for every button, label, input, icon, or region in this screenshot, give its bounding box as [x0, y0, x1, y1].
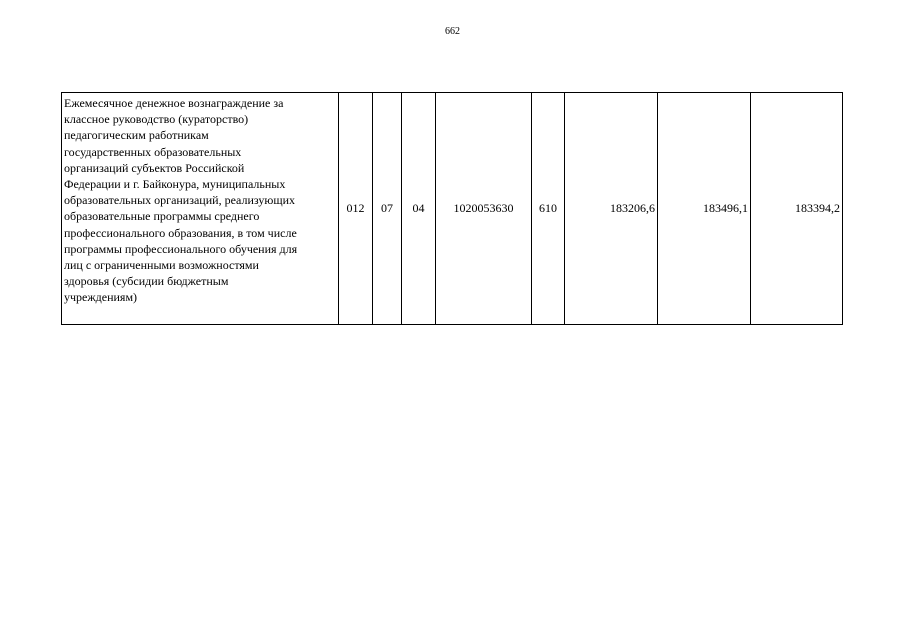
description-line: образовательные программы среднего	[64, 209, 260, 224]
table-row	[62, 93, 843, 325]
amount-year1-cell: 183206,6	[565, 93, 658, 325]
page-number: 662	[445, 26, 460, 37]
description-line: государственных образовательных	[64, 144, 242, 159]
description-line: Ежемесячное денежное вознаграждение за	[64, 96, 284, 110]
description-line: лиц с ограниченными возможностями	[64, 258, 259, 273]
ministry-code-cell: 012	[339, 93, 373, 325]
amount-year2-cell: 183496,1	[658, 93, 751, 325]
description-line: профессионального образования, в том числе	[64, 225, 297, 240]
section-code-cell: 07	[373, 93, 402, 325]
description-line: здоровья (субсидии бюджетным	[64, 274, 229, 289]
description-line: педагогическим работникам	[64, 128, 209, 143]
subsection-code-cell: 04	[402, 93, 436, 325]
description-line: организаций субъектов Российской	[64, 160, 245, 175]
row-description	[62, 93, 339, 325]
target-article-cell: 1020053630	[436, 93, 532, 325]
budget-table	[61, 92, 843, 325]
expense-type-cell: 610	[532, 93, 565, 325]
amount-year3-cell: 183394,2	[751, 93, 843, 325]
description-line: Федерации и г. Байконура, муниципальных	[64, 177, 286, 192]
description-line: программы профессионального обучения для	[64, 241, 298, 256]
description-line: образовательных организаций, реализующих	[64, 193, 295, 208]
description-line: классное руководство (кураторство)	[64, 112, 249, 127]
description-line: учреждениям)	[64, 290, 138, 305]
